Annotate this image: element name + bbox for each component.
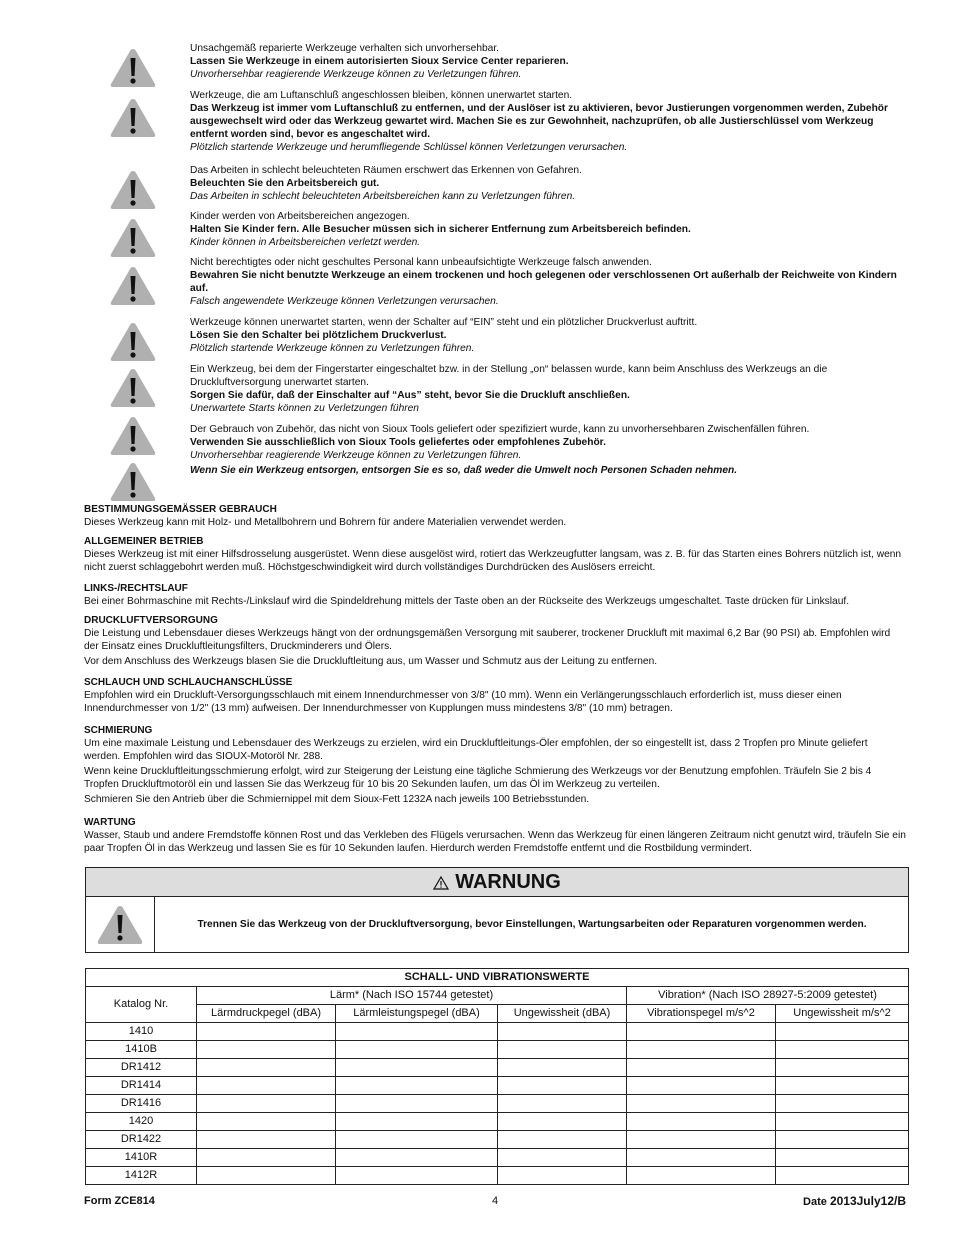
warning-line: Werkzeuge, die am Luftanschluß angeschlossen bleiben, können unerwartet starten.	[190, 90, 573, 101]
col-header: Ungewissheit (dBA)	[498, 1005, 627, 1023]
warning-line: Kinder werden von Arbeitsbereichen angezogen.	[190, 211, 410, 222]
warning-text-block	[190, 363, 902, 415]
noise-group-header: Lärm* (Nach ISO 15744 getestet)	[197, 987, 627, 1005]
section	[84, 582, 906, 610]
warning-line: Unvorhersehbar reagierende Werkzeuge können zu Verletzungen führen.	[190, 69, 522, 80]
value-cell	[336, 1113, 498, 1131]
catalog-cell: 1410B	[86, 1041, 197, 1059]
value-cell	[776, 1023, 909, 1041]
value-cell	[197, 1077, 336, 1095]
warning-text-block	[190, 164, 902, 203]
warning-triangle-icon	[108, 216, 158, 260]
value-cell	[336, 1041, 498, 1059]
warning-line: Ein Werkzeug, bei dem der Fingerstarter eingeschaltet bzw. in der Stellung „on“ belassen wurde, kann beim Anschluss des Werkzeugs an die Druckluftversorgung unerwartet starten.	[190, 364, 828, 388]
value-cell	[627, 1149, 776, 1167]
value-cell	[336, 1131, 498, 1149]
value-cell	[197, 1041, 336, 1059]
section-paragraph: Dieses Werkzeug ist mit einer Hilfsdrosselung ausgerüstet. Wenn diese ausgelöst wird, rotiert das Werkzeugfutter langsam, was z. B. für das Starten eines Bohrers nützlich ist, wenn nicht zuerst schlaggebohrt werden muß. Höchstgeschwindigkeit wird durch vollständiges Durchdrücken des Auslösers erreicht.	[84, 549, 902, 573]
warning-line: Unerwartete Starts können zu Verletzungen führen	[190, 403, 419, 414]
col-header: Ungewissheit m/s^2	[776, 1005, 909, 1023]
section-paragraph: Wenn keine Druckluftleitungsschmierung erfolgt, wird zur Steigerung der Leistung eine tägliche Schmierung des Werkzeugs vor der Benutzung empfohlen. Träufeln Sie 2 bis 4 Tropfen Druckluftmotoröl ein und lassen Sie das Werkzeug für 10 bis 20 Sekunden laufen, um das Öl im Werkzeug zu verteilen.	[84, 766, 872, 790]
value-cell	[197, 1131, 336, 1149]
section-paragraph: Um eine maximale Leistung und Lebensdauer des Werkzeugs zu erzielen, wird ein Druckluftleitungs-Öler empfohlen, der so eingestellt ist, dass 2 Tropfen pro Minute geliefert werden. Empfohlen wird das SIOUX-Motoröl Nr. 288.	[84, 738, 868, 762]
warning-icon-cell	[86, 897, 155, 952]
table-row	[86, 1113, 909, 1131]
warning-line: Das Arbeiten in schlecht beleuchteten Räumen erschwert das Erkennen von Gefahren.	[190, 165, 582, 176]
table-row	[86, 1023, 909, 1041]
value-cell	[336, 1077, 498, 1095]
catalog-cell: DR1412	[86, 1059, 197, 1077]
warning-line: Das Werkzeug ist immer vom Luftanschluß zu entfernen, und der Auslöser ist zu aktivieren, bevor Justierungen vorgenommen werden, Zubehör ausgewechselt wird oder das Werkzeug gewartet wird. Machen Sie es zur Gewohnheit, nachzuprüfen, ob alle Justierschlüssel vom Werkzeug entfernt worden sind, bevor es angeschaltet wird.	[190, 103, 888, 140]
value-cell	[627, 1167, 776, 1185]
warning-line: Plötzlich startende Werkzeuge und herumfliegende Schlüssel können Verletzungen verursachen.	[190, 142, 628, 153]
warning-line: Bewahren Sie nicht benutzte Werkzeuge an einem trockenen und hoch gelegenen oder verschlossenen Ort außerhalb der Reichweite von Kindern auf.	[190, 270, 897, 294]
value-cell	[627, 1023, 776, 1041]
date-value: 2013July12/B	[829, 1194, 906, 1208]
warning-line: Lassen Sie Werkzeuge in einem autorisierten Sioux Service Center reparieren.	[190, 56, 569, 67]
value-cell	[776, 1149, 909, 1167]
value-cell	[197, 1095, 336, 1113]
value-cell	[336, 1023, 498, 1041]
value-cell	[498, 1077, 627, 1095]
warning-triangle-icon	[108, 320, 158, 364]
value-cell	[197, 1059, 336, 1077]
warning-line: Sorgen Sie dafür, daß der Einschalter auf “Aus” steht, bevor Sie die Druckluft anschließen.	[190, 390, 630, 401]
section-paragraph: Vor dem Anschluss des Werkzeugs blasen Sie die Druckluftleitung aus, um Wasser und Schmutz aus der Leitung zu entfernen.	[84, 656, 658, 667]
section-paragraph: Dieses Werkzeug kann mit Holz- und Metallbohrern und Bohrern für andere Materialien verwendet werden.	[84, 517, 567, 528]
warning-text-block	[190, 256, 902, 308]
value-cell	[336, 1095, 498, 1113]
warning-triangle-icon	[108, 414, 158, 458]
section-paragraph: Bei einer Bohrmaschine mit Rechts-/Linkslauf wird die Spindeldrehung mittels der Taste oben an der Rückseite des Werkzeugs umgeschaltet. Taste drücken für Linkslauf.	[84, 596, 850, 607]
table-row	[86, 1131, 909, 1149]
value-cell	[776, 1131, 909, 1149]
warning-triangle-icon	[108, 366, 158, 410]
section	[84, 614, 906, 670]
value-cell	[776, 1167, 909, 1185]
value-cell	[197, 1167, 336, 1185]
value-cell	[197, 1149, 336, 1167]
section	[84, 503, 906, 531]
section	[84, 676, 906, 717]
warning-line: Beleuchten Sie den Arbeitsbereich gut.	[190, 178, 380, 189]
section	[84, 535, 906, 576]
table-row	[86, 1041, 909, 1059]
value-cell	[627, 1113, 776, 1131]
warning-triangle-icon	[433, 876, 449, 890]
warning-triangle-icon	[108, 96, 158, 140]
date-label: Date	[803, 1196, 827, 1208]
table-row	[86, 1149, 909, 1167]
warning-heading: WARNUNG	[455, 871, 561, 893]
warning-box	[85, 867, 909, 953]
warning-line: Der Gebrauch von Zubehör, das nicht von Sioux Tools geliefert oder spezifiziert wurde, kann zu unvorhersehbaren Zwischenfällen führen.	[190, 424, 810, 435]
value-cell	[776, 1059, 909, 1077]
warning-text-block	[190, 423, 902, 462]
value-cell	[498, 1149, 627, 1167]
value-cell	[776, 1077, 909, 1095]
warning-text-block	[190, 316, 902, 355]
section-paragraph: Schmieren Sie den Antrieb über die Schmiernippel mit dem Sioux-Fett 1232A nach jeweils 100 Betriebsstunden.	[84, 794, 590, 805]
warning-line: Wenn Sie ein Werkzeug entsorgen, entsorgen Sie es so, daß weder die Umwelt noch Personen Schaden nehmen.	[190, 465, 738, 476]
value-cell	[498, 1059, 627, 1077]
warning-text-block	[190, 89, 902, 154]
value-cell	[197, 1113, 336, 1131]
value-cell	[627, 1095, 776, 1113]
value-cell	[336, 1167, 498, 1185]
value-cell	[336, 1059, 498, 1077]
catalog-cell: 1410R	[86, 1149, 197, 1167]
col-header: Lärmdruckpegel (dBA)	[197, 1005, 336, 1023]
exclamation-icon	[95, 903, 145, 947]
value-cell	[627, 1041, 776, 1059]
table-row	[86, 1059, 909, 1077]
section-title: BESTIMMUNGSGEMÄSSER GEBRAUCH	[84, 504, 277, 515]
section-paragraph: Empfohlen wird ein Druckluft-Versorgungsschlauch mit einem Innendurchmesser von 3/8" (10 mm). Wenn ein Verlängerungsschlauch erforderlich ist, muss dieser einen Innendurchmesser von 1/2" (13 mm) aufweisen. Der Innendurchmesser von Kupplungen muss mindestens 3/8" (10 mm) betragen.	[84, 690, 842, 714]
warning-header	[86, 868, 908, 897]
section-title: LINKS-/RECHTSLAUF	[84, 583, 188, 594]
section-title: SCHLAUCH UND SCHLAUCHANSCHLÜSSE	[84, 677, 293, 688]
catalog-cell: 1412R	[86, 1167, 197, 1185]
value-cell	[776, 1041, 909, 1059]
warning-message: Trennen Sie das Werkzeug von der Druckluftversorgung, bevor Einstellungen, Wartungsarbeiten oder Reparaturen vorgenommen werden.	[197, 919, 867, 930]
sound-vibration-table	[85, 968, 909, 1185]
catalog-cell: DR1414	[86, 1077, 197, 1095]
catalog-cell: DR1422	[86, 1131, 197, 1149]
value-cell	[627, 1077, 776, 1095]
warning-line: Kinder können in Arbeitsbereichen verletzt werden.	[190, 237, 421, 248]
value-cell	[197, 1023, 336, 1041]
value-cell	[776, 1113, 909, 1131]
table-row	[86, 1095, 909, 1113]
table-title: SCHALL- UND VIBRATIONSWERTE	[86, 969, 909, 987]
value-cell	[498, 1167, 627, 1185]
warning-line: Unsachgemäß reparierte Werkzeuge verhalten sich unvorhersehbar.	[190, 43, 499, 54]
section-paragraph: Wasser, Staub und andere Fremdstoffe können Rost und das Verkleben des Flügels verursachen. Wenn das Werkzeug für einen längeren Zeitraum nicht genutzt wird, träufeln Sie ein paar Tropfen Öl in das Werkzeug und lassen Sie es für 10 Sekunden laufen. Hierdurch werden Fremdstoffe entfernt und die Rostbildung vermindert.	[84, 830, 906, 854]
value-cell	[498, 1041, 627, 1059]
section	[84, 724, 906, 808]
catalog-cell: 1410	[86, 1023, 197, 1041]
warning-text-block	[190, 42, 902, 81]
warning-line: Werkzeuge können unerwartet starten, wenn der Schalter auf “EIN” steht und ein plötzlicher Druckverlust auftritt.	[190, 317, 698, 328]
section-paragraph: Die Leistung und Lebensdauer dieses Werkzeugs hängt von der ordnungsgemäßen Versorgung mit sauberer, trockener Druckluft mit maximal 6,2 Bar (90 PSI) ab. Empfohlen wird der Einsatz eines Druckluftleitungsfilters, Druckminderers und Ölers.	[84, 628, 891, 652]
warning-line: Falsch angewendete Werkzeuge können Verletzungen verursachen.	[190, 296, 499, 307]
value-cell	[498, 1113, 627, 1131]
warning-triangle-icon	[108, 168, 158, 212]
section	[84, 816, 906, 857]
date-stamp	[803, 1195, 906, 1209]
warning-line: Verwenden Sie ausschließlich von Sioux Tools geliefertes oder empfohlenes Zubehör.	[190, 437, 606, 448]
form-number: Form ZCE814	[84, 1195, 155, 1207]
page-number: 4	[492, 1195, 499, 1207]
warning-triangle-icon	[108, 460, 158, 504]
col-header: Vibrationspegel m/s^2	[627, 1005, 776, 1023]
table-row	[86, 1077, 909, 1095]
col-header: Lärmleistungspegel (dBA)	[336, 1005, 498, 1023]
vibration-group-header: Vibration* (Nach ISO 28927-5:2009 getestet)	[627, 987, 909, 1005]
warning-line: Nicht berechtigtes oder nicht geschultes Personal kann unbeaufsichtigte Werkzeuge falsch anwenden.	[190, 257, 652, 268]
value-cell	[498, 1131, 627, 1149]
warning-line: Lösen Sie den Schalter bei plötzlichem Druckverlust.	[190, 330, 447, 341]
section-title: WARTUNG	[84, 817, 136, 828]
value-cell	[498, 1095, 627, 1113]
section-title: SCHMIERUNG	[84, 725, 153, 736]
warning-text-block	[190, 210, 902, 249]
warning-line: Unvorhersehbar reagierende Werkzeuge können zu Verletzungen führen.	[190, 450, 522, 461]
value-cell	[627, 1131, 776, 1149]
warning-line: Halten Sie Kinder fern. Alle Besucher müssen sich in sicherer Entfernung zum Arbeitsbereich befinden.	[190, 224, 691, 235]
warning-triangle-icon	[108, 264, 158, 308]
value-cell	[498, 1023, 627, 1041]
section-title: ALLGEMEINER BETRIEB	[84, 536, 204, 547]
catalog-header: Katalog Nr.	[86, 987, 197, 1023]
warning-line: Das Arbeiten in schlecht beleuchteten Arbeitsbereichen kann zu Verletzungen führen.	[190, 191, 576, 202]
warning-line: Plötzlich startende Werkzeuge können zu Verletzungen führen.	[190, 343, 475, 354]
warning-text-block	[190, 460, 902, 477]
warning-triangle-icon	[108, 46, 158, 90]
catalog-cell: DR1416	[86, 1095, 197, 1113]
value-cell	[627, 1059, 776, 1077]
catalog-cell: 1420	[86, 1113, 197, 1131]
table-row	[86, 1167, 909, 1185]
section-title: DRUCKLUFTVERSORGUNG	[84, 615, 218, 626]
value-cell	[776, 1095, 909, 1113]
value-cell	[336, 1149, 498, 1167]
